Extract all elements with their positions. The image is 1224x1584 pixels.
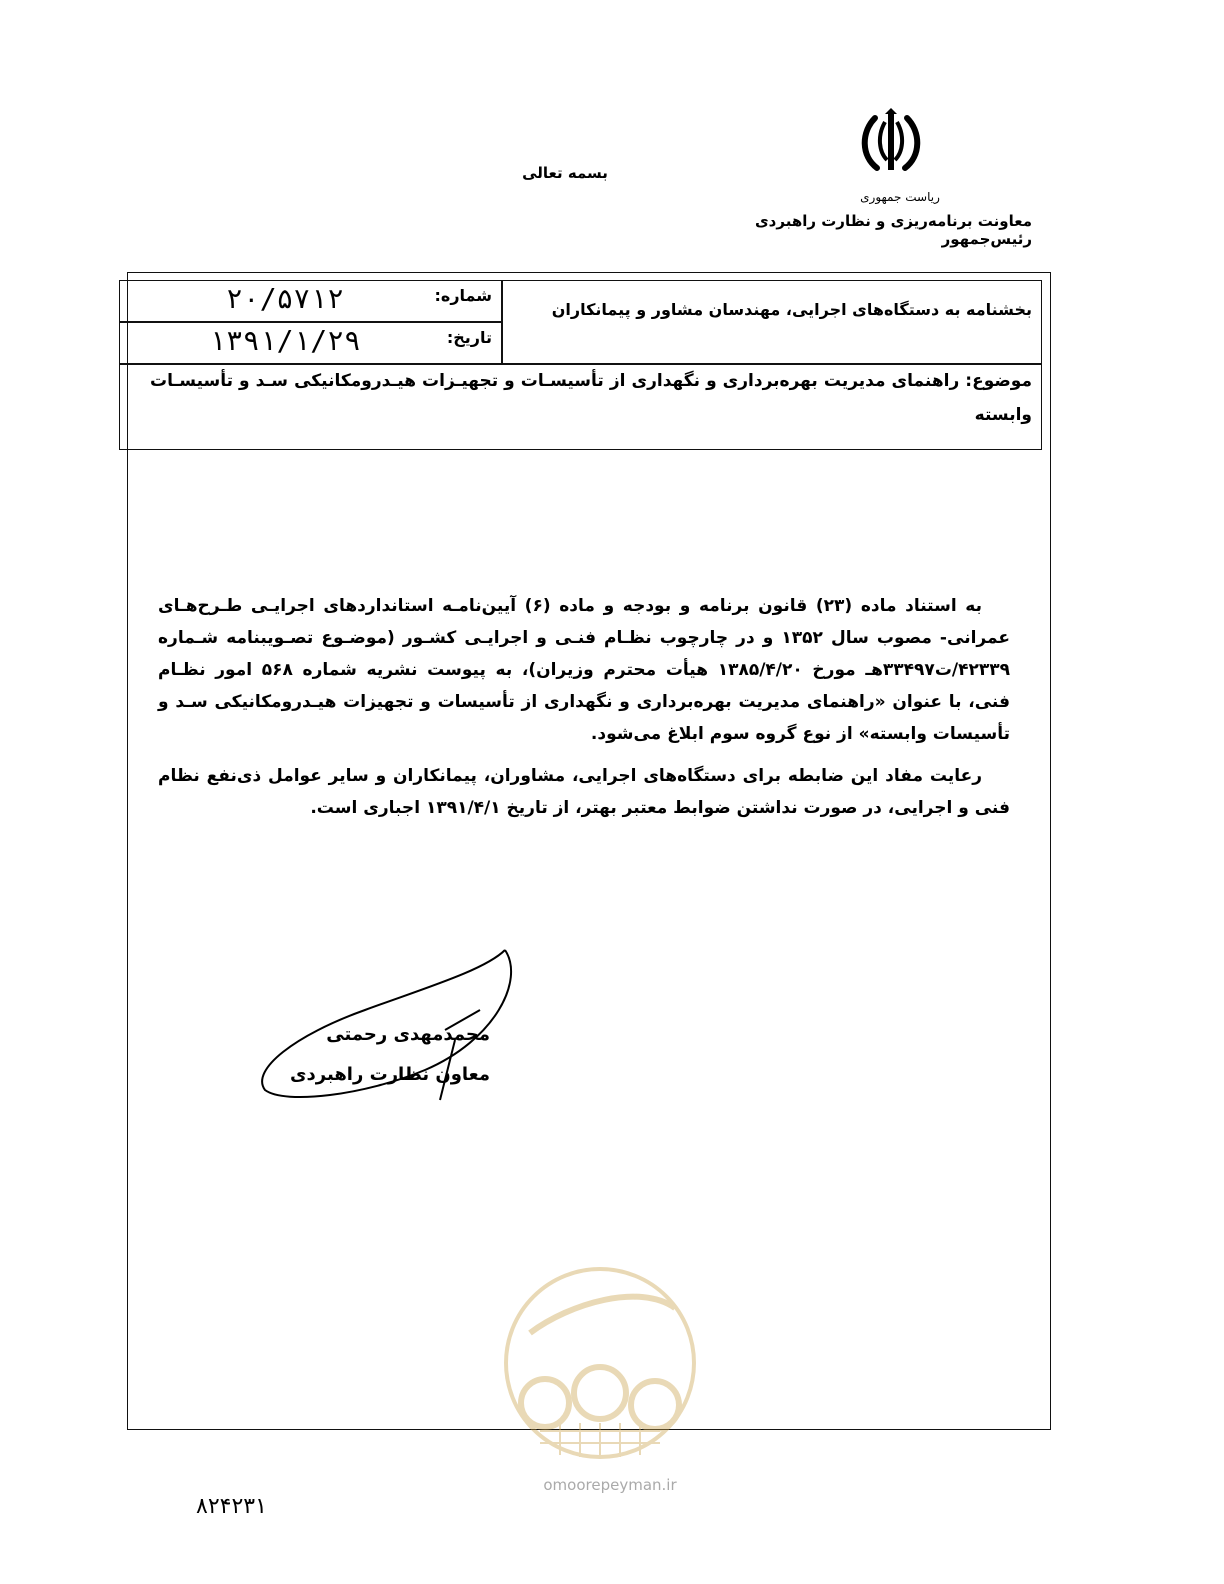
watermark-website: omoorepeyman.ir — [543, 1476, 677, 1494]
date-label: تاریخ: — [446, 328, 492, 347]
body-paragraph-1: به استناد ماده (۲۳) قانون برنامه و بودجه و ماده (۶) آیین‌نامـه استانداردهای اجرایـی طـرح‌هـای عمرانی- مصوب سال ۱۳۵۲ و در چارچوب نظـام فنـی و اجرایـی کشـور (موضـوع تصـویبنامه شـماره ۴۲۳۳۹/ت۳۳۴۹۷هـ مورخ ۱۳۸۵/۴/۲۰ هیأت محترم وزیران)، به پیوست نشریه شماره ۵۶۸ امور نظـام فنی، با عنوان «راهنمای مدیریت بهره‌برداری و نگهداری از تأسیسات و تجهیزات هیـدرومکانیکی سـد و تأسیسات وابسته» از نوع گروه سوم ابلاغ می‌شود. — [158, 596, 1010, 744]
office-name: ریاست جمهوری — [860, 190, 940, 204]
body-paragraph-2: رعایت مفاد این ضابطه برای دستگاه‌های اجرایی، مشاوران، پیمانکاران و سایر عوامل ذی‌نفع نظام فنی و اجرایی، در صورت نداشتن ضوابط معتبر بهتر، از تاریخ ۱۳۹۱/۴/۱ اجباری است. — [158, 766, 1010, 818]
basmala-text: بسمه تعالی — [522, 164, 608, 182]
letter-body — [158, 590, 1010, 834]
department-name: معاونت برنامه‌ریزی و نظارت راهبردی رئیس‌جمهور — [754, 212, 1032, 248]
number-label: شماره: — [434, 286, 492, 305]
document-code: ۸۲۴۲۳۱ — [196, 1494, 267, 1519]
subject-line: موضوع: راهنمای مدیریت بهره‌برداری و نگهداری از تأسیسـات و تجهیـزات هیـدرومکانیکی سـد و تأسیسـات وابسته — [150, 371, 1032, 425]
signatory-name: محمدمهدی رحمتی — [326, 1024, 490, 1045]
watermark-seal — [500, 1263, 700, 1463]
iran-emblem-icon — [855, 108, 927, 180]
addressee-line: بخشنامه به دستگاه‌های اجرایی، مهندسان مشاور و پیمانکاران — [551, 300, 1032, 319]
signatory-title: معاون نظارت راهبردی — [290, 1064, 490, 1085]
date-value: ۱۳۹۱/۱/۲۹ — [209, 324, 361, 357]
number-value: ۲۰/۵۷۱۲ — [225, 282, 344, 315]
